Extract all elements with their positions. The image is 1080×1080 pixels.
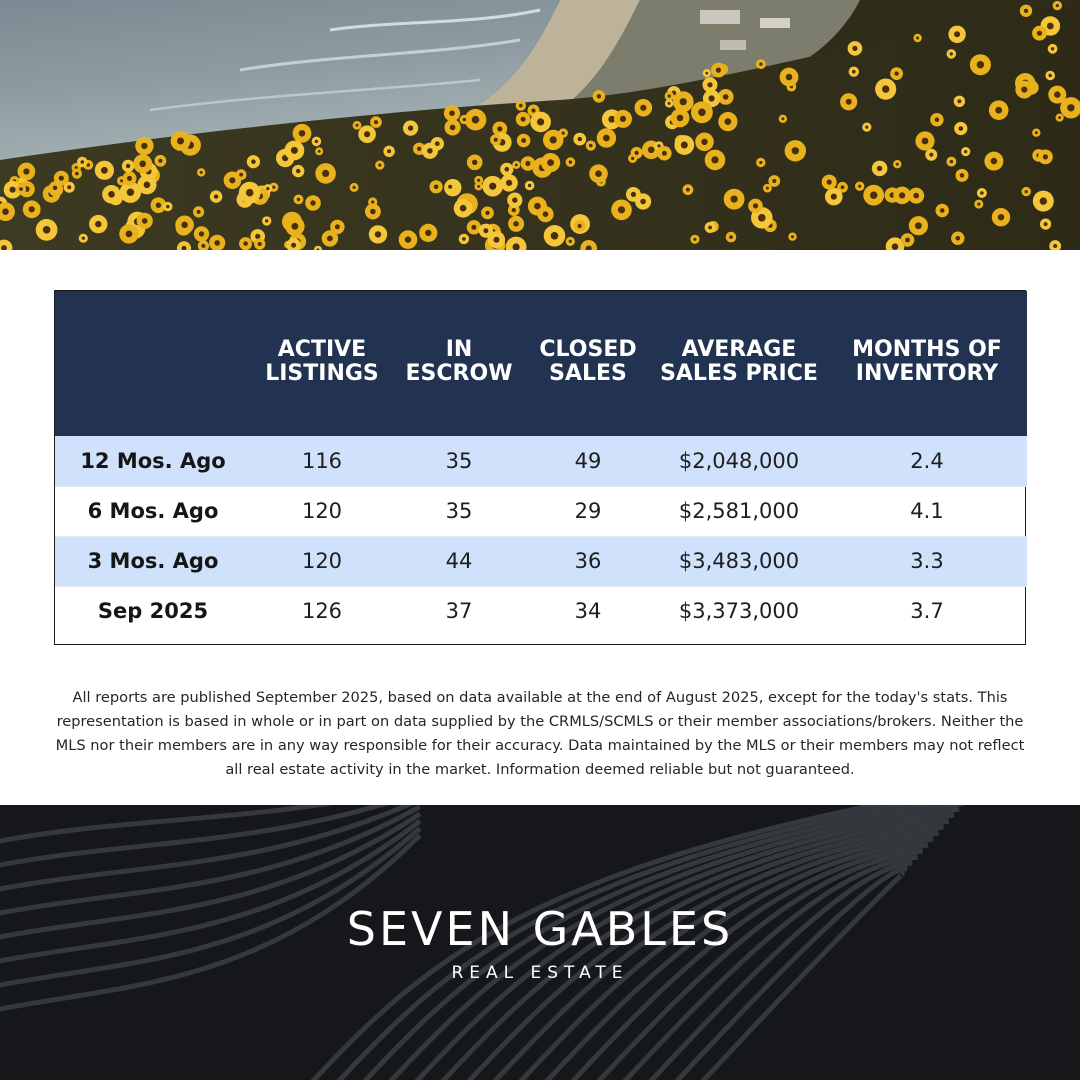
flower-center [894, 71, 898, 75]
flower-center [686, 188, 690, 192]
flower-center [199, 231, 204, 236]
flower-center [158, 159, 162, 163]
flower-center [181, 222, 187, 228]
flower-center [299, 130, 306, 137]
flower-center [310, 200, 315, 205]
flower-center [786, 74, 793, 81]
flower-center [913, 193, 919, 199]
flower-center [995, 107, 1002, 114]
flower-center [266, 187, 269, 190]
flower-center [375, 231, 381, 237]
flower-center [197, 210, 201, 214]
cell-average-sales-price: $3,373,000 [651, 586, 827, 636]
flower-center [922, 138, 929, 145]
flower-center [229, 177, 235, 183]
flower-center [318, 150, 321, 153]
flower-center [462, 237, 466, 241]
brand-name: SEVEN GABLES [346, 902, 734, 956]
brand-footer [0, 805, 1080, 1080]
flower-center [322, 170, 329, 177]
flower-center [852, 70, 856, 74]
flower-center [569, 160, 572, 163]
flower-center [471, 225, 476, 230]
flower-center [450, 125, 456, 131]
flower-center [640, 199, 646, 205]
flower-center [515, 164, 518, 167]
flower-center [935, 117, 940, 122]
flower-center [957, 99, 961, 103]
flower-center [483, 228, 488, 233]
flower-center [865, 126, 868, 129]
flower-center [335, 224, 340, 229]
flower-center [716, 68, 721, 73]
flower-center [408, 125, 413, 130]
flower-center [497, 126, 502, 131]
flower-center [882, 85, 889, 92]
flower-center [531, 108, 535, 112]
cell-average-sales-price: $3,483,000 [651, 536, 827, 586]
flower-center [505, 167, 510, 172]
flower-center [371, 200, 374, 203]
flower-center [781, 117, 784, 120]
flower-center [1037, 31, 1042, 36]
flower-center [434, 185, 439, 190]
flower-center [29, 206, 35, 212]
flower-center [243, 241, 248, 246]
flower-center [578, 137, 582, 141]
flower-center [1040, 197, 1047, 204]
flower-center [954, 31, 960, 37]
flower-center [1024, 9, 1028, 13]
flower-center [648, 147, 655, 154]
flower-center [214, 240, 220, 246]
flower-center [127, 189, 134, 196]
cell-months-of-inventory: 4.1 [827, 486, 1027, 536]
flower-center [543, 211, 549, 217]
flower-center [10, 187, 16, 193]
cell-in-escrow: 35 [445, 448, 473, 473]
cell-in-escrow: 44 [393, 536, 525, 586]
flower-center [1025, 190, 1028, 193]
flower-center [831, 194, 837, 200]
flower-center [618, 206, 625, 213]
flower-center [707, 82, 712, 87]
flower-center [472, 116, 480, 124]
flower-center [668, 94, 671, 97]
flower-center [725, 118, 732, 125]
flower-center [82, 237, 85, 240]
flower-center [1056, 4, 1059, 7]
flower-center [892, 243, 899, 250]
flower-center [956, 236, 961, 241]
flower-center [291, 147, 298, 154]
flower-center [144, 182, 151, 189]
flower-center [327, 236, 333, 242]
flower-center [521, 117, 526, 122]
flower-center [258, 242, 262, 246]
flower-center [841, 185, 845, 189]
flower-center [827, 180, 832, 185]
flower-center [977, 61, 984, 68]
flower-center [472, 160, 477, 165]
flower-center [792, 147, 799, 154]
flower-center [525, 161, 530, 166]
flower-center [463, 118, 466, 121]
flower-center [731, 196, 738, 203]
flower-center [127, 176, 132, 181]
flower-center [272, 186, 275, 189]
flower-center [896, 163, 899, 166]
flower-center [417, 147, 421, 151]
flower-center [595, 170, 602, 177]
flower-center [723, 94, 729, 100]
flower-center [753, 203, 758, 208]
flower-center [75, 172, 79, 176]
flower-center [631, 192, 636, 197]
flower-center [698, 109, 706, 117]
flower-center [528, 184, 531, 187]
flower-center [156, 203, 161, 208]
flower-center [378, 164, 381, 167]
cell-active-listings: 120 [251, 486, 393, 536]
flower-center [550, 136, 557, 143]
flower-center [477, 179, 480, 182]
flower-center [239, 173, 243, 177]
row-period: Sep 2025 [55, 586, 251, 636]
flower-center [562, 132, 565, 135]
flower-center [852, 46, 857, 51]
flower-center [126, 164, 130, 168]
flower-center [1035, 131, 1038, 134]
header-in-escrow: IN ESCROW [405, 336, 513, 386]
flower-center [537, 118, 544, 125]
flower-center [291, 243, 296, 248]
flower-center [705, 72, 708, 75]
flower-center [519, 104, 523, 108]
flower-center [201, 244, 205, 248]
flower-center [485, 211, 489, 215]
flower-center [980, 191, 984, 195]
flower-center [759, 161, 762, 164]
flower-center [53, 186, 57, 190]
flower-center [640, 105, 646, 111]
cell-closed-sales: 49 [574, 448, 602, 473]
flower-center [59, 176, 64, 181]
flower-center [964, 150, 967, 153]
flower-center [929, 153, 933, 157]
market-stats-table [54, 290, 1026, 645]
flower-center [95, 221, 101, 227]
flower-center [142, 218, 148, 224]
flower-center [960, 173, 965, 178]
flower-center [662, 151, 667, 156]
flower-center [296, 169, 300, 173]
flower-center [597, 94, 601, 98]
flower-center [297, 198, 300, 201]
table-row [55, 486, 1027, 536]
flower-center [569, 240, 572, 243]
flower-center [631, 157, 634, 160]
cell-active-listings: 120 [251, 536, 393, 586]
flower-center [512, 197, 517, 202]
flower-center [292, 223, 299, 230]
flower-center [791, 235, 794, 238]
cell-in-escrow: 37 [393, 586, 525, 636]
flower-center [489, 183, 496, 190]
flower-center [23, 168, 29, 174]
flower-center [1047, 23, 1054, 30]
flower-center [998, 214, 1004, 220]
flower-center [460, 205, 467, 212]
flower-center [959, 126, 964, 131]
flower-center [200, 171, 203, 174]
cell-average-sales-price: $2,048,000 [678, 448, 800, 473]
cell-average-sales-price: $2,581,000 [651, 486, 827, 536]
flower-center [766, 187, 769, 190]
table-row [55, 436, 1027, 486]
flower-center [425, 230, 431, 236]
flower-center [899, 192, 905, 198]
flower-center [513, 221, 519, 227]
flower-center [603, 135, 610, 142]
table-row [55, 586, 1027, 636]
disclaimer-text: All reports are published September 2025, based on data available at the end of August 2025, except for the today's stats. This representation is based in whole or in part on data supplied by the CRMLS/SCMLS or their member associations/brokers. Neither the MLS nor their members are in any way responsible for their accuracy. Data maintained by the MLS or their members may not reflect all real estate activity in the market. Information deemed reliable but not guaranteed. [55, 689, 1025, 778]
header-closed-sales: CLOSED SALES [539, 336, 637, 386]
cell-active-listings: 116 [301, 448, 343, 473]
table-row [55, 536, 1027, 586]
flower-center [255, 234, 260, 239]
flower-center [877, 166, 882, 171]
flower-center [977, 203, 980, 206]
flower-center [449, 110, 455, 116]
flower-center [677, 115, 684, 122]
cell-months-of-inventory: 2.4 [910, 448, 944, 473]
flower-center [1049, 74, 1052, 77]
flower-center [1058, 116, 1061, 119]
cell-months-of-inventory: 3.3 [827, 536, 1027, 586]
flower-center [477, 185, 480, 188]
flower-center [494, 237, 500, 243]
cell-closed-sales: 34 [525, 586, 651, 636]
cell-closed-sales: 36 [525, 536, 651, 586]
flower-center [915, 222, 922, 229]
brand-logo [0, 901, 1080, 985]
flower-center [551, 232, 559, 240]
flower-center [448, 185, 452, 189]
flower-center [1054, 91, 1060, 97]
flower-center [1044, 222, 1048, 226]
flower-center [374, 120, 378, 124]
cell-closed-sales: 29 [525, 486, 651, 536]
row-period: 12 Mos. Ago [80, 448, 226, 473]
flower-center [693, 238, 696, 241]
flower-center [315, 140, 318, 143]
flower-center [708, 226, 712, 230]
flower-center [950, 160, 953, 163]
flower-center [681, 142, 688, 149]
flower-center [905, 238, 910, 243]
flower-center [578, 224, 582, 228]
flower-center [81, 160, 85, 164]
flower-center [858, 185, 861, 188]
flower-center [1053, 244, 1057, 248]
flower-center [427, 148, 433, 154]
flower-center [916, 37, 919, 40]
flower-center [991, 158, 998, 165]
flower-center [43, 226, 51, 234]
row-period: 3 Mos. Ago [55, 536, 251, 586]
flower-center [711, 156, 718, 163]
flower-center [494, 138, 498, 142]
flower-center [870, 192, 877, 199]
header-active-listings: ACTIVE LISTINGS [265, 336, 379, 386]
flower-center [506, 180, 512, 186]
flower-center [668, 102, 671, 105]
flower-center [387, 149, 391, 153]
flower-center [353, 186, 356, 189]
flower-center [108, 191, 115, 198]
header-empty [55, 291, 251, 436]
flower-center [709, 95, 715, 101]
cell-months-of-inventory: 3.7 [827, 586, 1027, 636]
flower-center [772, 179, 776, 183]
flower-center [67, 185, 71, 189]
flower-center [759, 62, 762, 65]
flower-center [126, 231, 133, 238]
cell-in-escrow: 35 [393, 486, 525, 536]
flower-center [680, 98, 687, 105]
flower-center [2, 208, 9, 215]
flower-center [214, 194, 218, 198]
row-period: 6 Mos. Ago [55, 486, 251, 536]
flower-center [265, 219, 268, 222]
flower-center [758, 214, 766, 222]
hero-photo [0, 0, 1080, 250]
flower-center [657, 144, 660, 147]
flower-center [589, 144, 593, 148]
header-months-of-inventory: MONTHS OF INVENTORY [852, 336, 1002, 386]
flower-center [1021, 87, 1027, 93]
flower-center [534, 203, 541, 210]
flower-center [166, 205, 169, 208]
flower-center [729, 235, 733, 239]
flower-center [940, 208, 945, 213]
flower-center [251, 159, 256, 164]
flower-center [1043, 154, 1048, 159]
flower-center [101, 167, 108, 174]
flower-center [356, 124, 359, 127]
flower-center [846, 99, 852, 105]
flower-center [19, 187, 23, 191]
header-average-sales-price: AVERAGE SALES PRICE [660, 336, 818, 386]
flower-center [950, 52, 953, 55]
flower-center [620, 116, 626, 122]
flower-center [370, 209, 376, 215]
table-header-row [55, 291, 1027, 436]
flower-center [177, 138, 184, 145]
flower-center [364, 131, 370, 137]
flower-center [246, 189, 254, 197]
flower-center [141, 143, 147, 149]
flower-center [405, 236, 411, 242]
flower-center [547, 159, 554, 166]
cell-active-listings: 126 [251, 586, 393, 636]
flower-center [512, 208, 516, 212]
flower-center [701, 139, 707, 145]
flower-center [139, 161, 146, 168]
flower-center [635, 151, 639, 155]
flower-center [521, 138, 526, 143]
hero-illustration [0, 0, 1080, 250]
flower-center [1051, 47, 1054, 50]
brand-tagline: REAL ESTATE [451, 963, 629, 983]
flower-center [1067, 104, 1074, 111]
